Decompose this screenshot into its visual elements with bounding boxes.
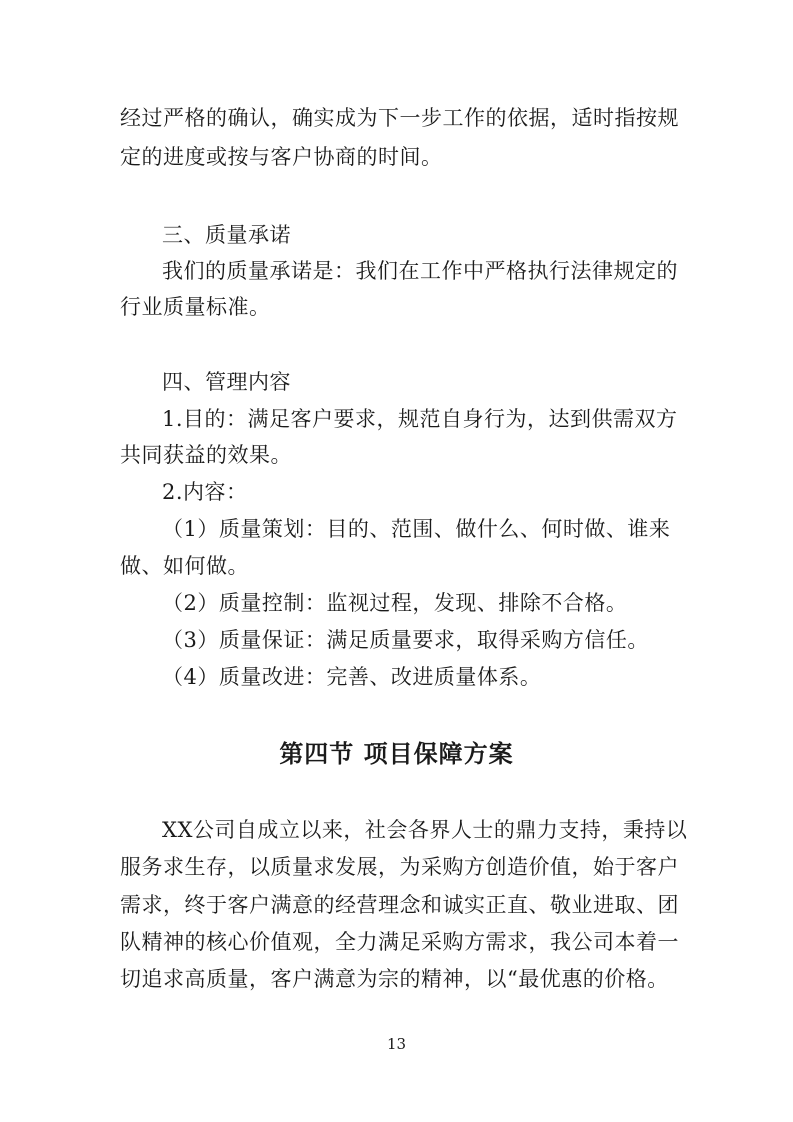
- management-sub-1-line-2: 做、如何做。: [120, 554, 249, 578]
- paragraph-company-line-5: 切追求高质量，客户满意为宗的精神，以“最优惠的价格。: [120, 967, 669, 991]
- management-sub-4: （4）质量改进：完善、改进质量体系。: [162, 665, 542, 689]
- management-item-1-line-1: 1.目的：满足客户要求，规范自身行为，达到供需双方: [162, 407, 678, 431]
- paragraph-confirm-line-2: 定的进度或按与客户协商的时间。: [120, 145, 443, 169]
- management-sub-2: （2）质量控制：监视过程，发现、排除不合格。: [162, 591, 628, 615]
- paragraph-company-line-2: 服务求生存，以质量求发展，为采购方创造价值，始于客户: [120, 855, 679, 879]
- quality-promise-line-2: 行业质量标准。: [120, 295, 271, 319]
- management-item-2: 2.内容：: [162, 480, 248, 504]
- chapter-heading: 第四节 项目保障方案: [279, 740, 514, 768]
- section-management-title: 四、管理内容: [162, 370, 291, 394]
- section-quality-promise-title: 三、质量承诺: [162, 223, 291, 247]
- page-number: 13: [386, 1035, 407, 1053]
- paragraph-company-line-4: 队精神的核心价值观，全力满足采购方需求，我公司本着一: [120, 930, 679, 954]
- quality-promise-line-1: 我们的质量承诺是：我们在工作中严格执行法律规定的: [162, 259, 678, 283]
- paragraph-company-line-1: XX公司自成立以来，社会各界人士的鼎力支持，秉持以: [162, 818, 688, 842]
- management-item-1-line-2: 共同获益的效果。: [120, 443, 292, 467]
- paragraph-company-line-3: 需求，终于客户满意的经营理念和诚实正直、敬业进取、团: [120, 893, 679, 917]
- management-sub-3: （3）质量保证：满足质量要求，取得采购方信任。: [162, 628, 649, 652]
- management-sub-1-line-1: （1）质量策划：目的、范围、做什么、何时做、谁来: [162, 517, 671, 541]
- paragraph-confirm-line-1: 经过严格的确认，确实成为下一步工作的依据，适时指按规: [120, 106, 679, 130]
